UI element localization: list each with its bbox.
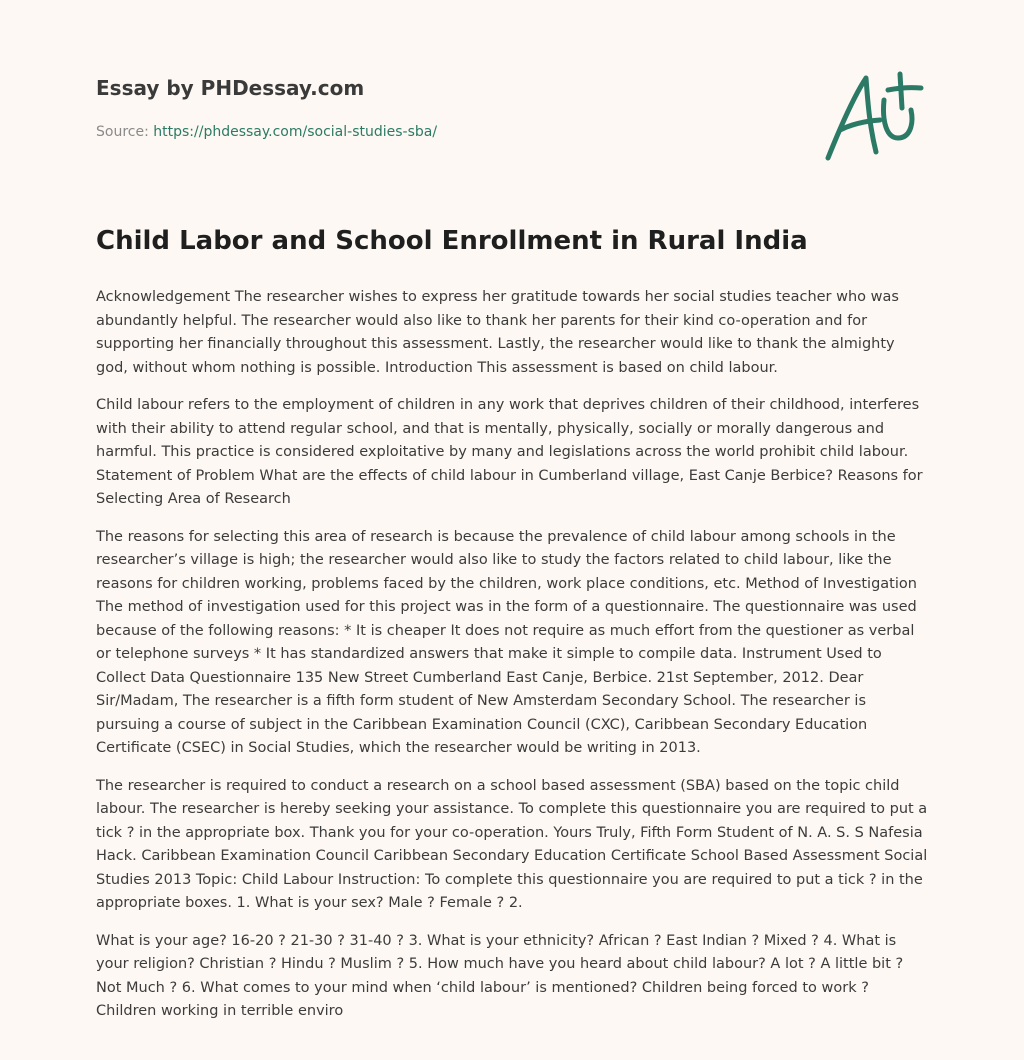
paragraph: What is your age? 16-20 ? 21-30 ? 31-40 ? 3. What is your ethnicity? African ? East Indian ? Mixed ? 4. What is your religion? Christian ? Hindu ? Muslim ? 5. How much have you heard about child labour? A lot ? A little bit ? Not Much ? 6. What comes to your mind when ‘child labour’ is mentioned? Children being forced to work ? Children working in terrible enviro <box>96 932 904 1019</box>
paragraph: The researcher is required to conduct a research on a school based assessment (SBA) based on the topic child labour. The researcher is hereby seeking your assistance. To complete this questionnaire you are required to put a tick ? in the appropriate box. Thank you for your co-operation. Yours Truly, Fifth Form Student of N. A. S. S Nafesia Hack. Caribbean Examination Council Caribbean Secondary Education Certificate School Based Assessment Social Studies 2013 Topic: Child Labour Instruction: To complete this questionnaire you are required to put a tick ? in the appropriate boxes. 1. What is your sex? Male ? Female ? 2. <box>96 777 928 911</box>
source-line <box>96 124 437 140</box>
source-label: Source: <box>96 124 149 140</box>
essay-body <box>96 286 928 1038</box>
paragraph: Child labour refers to the employment of children in any work that deprives children of their childhood, interferes with their ability to attend regular school, and that is mentally, physically, socially or morally dangerous and harmful. This practice is considered exploitative by many and legislations across the world prohibit child labour. Statement of Problem What are the effects of child labour in Cumberland village, East Canje Berbice? Reasons for Selecting Area of Research <box>96 397 923 507</box>
site-brand: Essay by PHDessay.com <box>96 76 365 100</box>
paragraph: Acknowledgement The researcher wishes to express her gratitude towards her social studies teacher who was abundantly helpful. The researcher would also like to thank her parents for their kind co-operation and for supporting her financially throughout this assessment. Lastly, the researcher would like to thank the almighty god, without whom nothing is possible. Introduction This assessment is based on child labour. <box>96 289 899 376</box>
paragraph: The reasons for selecting this area of research is because the prevalence of child labour among schools in the researcher’s village is high; the researcher would also like to study the factors related to child labour, like the reasons for children working, problems faced by the children, work place conditions, etc. Method of Investigation The method of investigation used for this project was in the form of a questionnaire. The questionnaire was used because of the following reasons: * It is cheaper It does not require as much effort from the questioner as verbal or telephone surveys * It has standardized answers that make it simple to compile data. Instrument Used to Collect Data Questionnaire 135 New Street Cumberland East Canje, Berbice. 21st September, 2012. Dear Sir/Madam, The researcher is a fifth form student of New Amsterdam Secondary School. The researcher is pursuing a course of subject in the Caribbean Examination Council (CXC), Caribbean Secondary Education Certificate (CSEC) in Social Studies, which the researcher would be writing in 2013. <box>96 528 917 756</box>
source-link[interactable]: https://phdessay.com/social-studies-sba/ <box>153 124 438 140</box>
essay-title: Child Labor and School Enrollment in Rural India <box>96 226 808 256</box>
a-plus-grade-icon <box>818 66 930 166</box>
